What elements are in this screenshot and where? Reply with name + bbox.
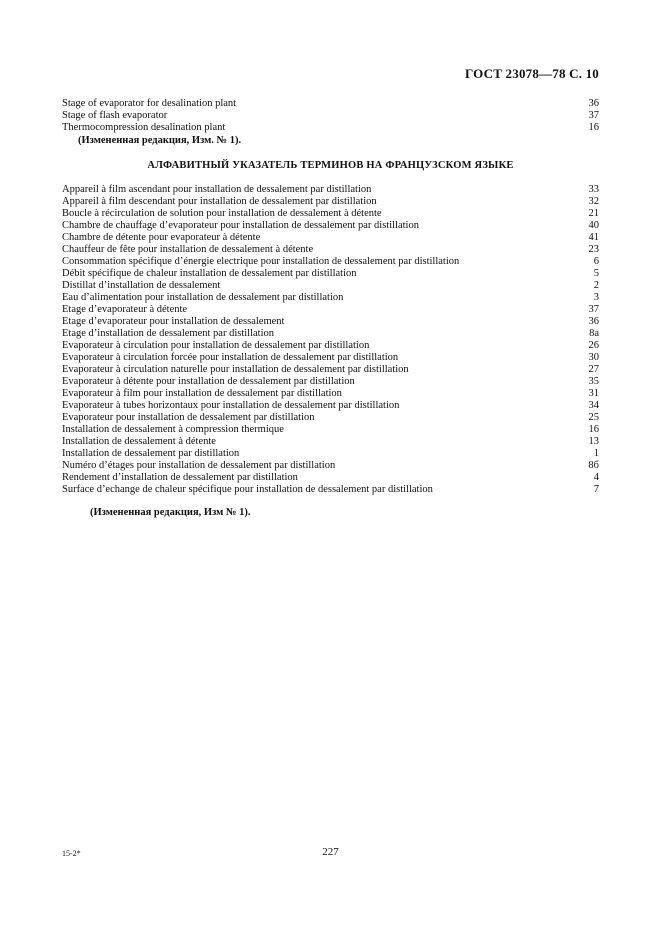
index-number: 8б <box>588 460 599 471</box>
index-number: 13 <box>588 436 599 447</box>
print-signature: 15-2* <box>62 849 81 858</box>
english-index-tail <box>62 98 599 134</box>
index-term: Etage d’evaporateur pour installation de dessalement <box>62 316 285 327</box>
index-row <box>62 196 599 208</box>
index-number: 35 <box>588 376 599 387</box>
index-number: 7 <box>593 484 599 495</box>
index-row <box>62 400 599 412</box>
index-term: Evaporateur pour installation de dessalement par distillation <box>62 412 315 423</box>
index-term: Stage of flash evaporator <box>62 110 168 121</box>
index-row <box>62 352 599 364</box>
index-row <box>62 448 599 460</box>
index-term: Installation de dessalement à compression thermique <box>62 424 284 435</box>
index-term: Evaporateur à détente pour installation de dessalement par distillation <box>62 376 355 387</box>
index-row <box>62 376 599 388</box>
index-number: 5 <box>593 268 599 279</box>
index-row <box>62 292 599 304</box>
index-number: 37 <box>588 110 599 121</box>
index-row <box>62 98 599 110</box>
index-term: Etage d’installation de dessalement par distillation <box>62 328 274 339</box>
index-row <box>62 472 599 484</box>
index-term: Rendement d’installation de dessalement par distillation <box>62 472 298 483</box>
index-number: 41 <box>588 232 599 243</box>
index-row <box>62 460 599 472</box>
index-row <box>62 184 599 196</box>
index-row <box>62 220 599 232</box>
index-row <box>62 484 599 496</box>
index-row <box>62 328 599 340</box>
index-row <box>62 122 599 134</box>
index-number: 37 <box>588 304 599 315</box>
index-row <box>62 388 599 400</box>
index-term: Chauffeur de fête pour installation de dessalement à détente <box>62 244 314 255</box>
revision-note-top: (Измененная редакция, Изм. № 1). <box>78 135 242 146</box>
index-term: Débit spécifique de chaleur installation de dessalement par distillation <box>62 268 357 279</box>
index-term: Appareil à film ascendant pour installation de dessalement par distillation <box>62 184 372 195</box>
index-row <box>62 208 599 220</box>
index-term: Eau d’alimentation pour installation de dessalement par distillation <box>62 292 344 303</box>
index-term: Surface d’echange de chaleur spécifique pour installation de dessalement par distillation <box>62 484 433 495</box>
index-number: 31 <box>588 388 599 399</box>
index-term: Evaporateur à tubes horizontaux pour installation de dessalement par distillation <box>62 400 400 411</box>
index-number: 36 <box>588 316 599 327</box>
index-term: Etage d’evaporateur à détente <box>62 304 188 315</box>
index-row <box>62 256 599 268</box>
index-number: 30 <box>588 352 599 363</box>
index-row <box>62 268 599 280</box>
index-number: 8a <box>589 328 599 339</box>
index-number: 3 <box>593 292 599 303</box>
index-term: Installation de dessalement à détente <box>62 436 216 447</box>
index-term: Installation de dessalement par distillation <box>62 448 240 459</box>
index-row <box>62 424 599 436</box>
revision-note-bottom: (Измененная редакция, Изм № 1). <box>90 507 251 518</box>
index-number: 16 <box>588 122 599 133</box>
section-title: АЛФАВИТНЫЙ УКАЗАТЕЛЬ ТЕРМИНОВ НА ФРАНЦУЗСКОМ ЯЗЫКЕ <box>147 160 514 171</box>
index-term: Thermocompression desalination plant <box>62 122 226 133</box>
index-term: Evaporateur à circulation naturelle pour installation de dessalement par distillation <box>62 364 409 375</box>
index-number: 23 <box>588 244 599 255</box>
page-number: 227 <box>322 846 339 858</box>
index-row <box>62 280 599 292</box>
index-term: Evaporateur à circulation pour installation de dessalement par distillation <box>62 340 370 351</box>
index-number: 33 <box>588 184 599 195</box>
index-term: Numéro d’étages pour installation de dessalement par distillation <box>62 460 336 471</box>
index-number: 40 <box>588 220 599 231</box>
index-number: 27 <box>588 364 599 375</box>
page-header: ГОСТ 23078—78 С. 10 <box>465 66 599 81</box>
index-row <box>62 412 599 424</box>
index-row <box>62 364 599 376</box>
index-row <box>62 110 599 122</box>
index-term: Boucle à récirculation de solution pour installation de dessalement à détente <box>62 208 382 219</box>
index-number: 32 <box>588 196 599 207</box>
index-row <box>62 304 599 316</box>
index-term: Chambre de détente pour evaporateur à détente <box>62 232 261 243</box>
index-number: 34 <box>588 400 599 411</box>
index-number: 16 <box>588 424 599 435</box>
index-row <box>62 244 599 256</box>
index-number: 1 <box>593 448 599 459</box>
index-term: Stage of evaporator for desalination plant <box>62 98 237 109</box>
index-term: Chambre de chauffage d’evaporateur pour installation de dessalement par distillation <box>62 220 419 231</box>
index-number: 36 <box>588 98 599 109</box>
index-term: Consommation spécifique d’énergie electrique pour installation de dessalement par distillation <box>62 256 460 267</box>
index-number: 25 <box>588 412 599 423</box>
index-term: Evaporateur à film pour installation de dessalement par distillation <box>62 388 342 399</box>
index-number: 26 <box>588 340 599 351</box>
index-row <box>62 232 599 244</box>
french-index <box>62 184 599 496</box>
index-term: Distillat d’installation de dessalement <box>62 280 221 291</box>
index-number: 21 <box>588 208 599 219</box>
index-term: Appareil à film descendant pour installation de dessalement par distillation <box>62 196 377 207</box>
index-term: Evaporateur à circulation forcée pour installation de dessalement par distillation <box>62 352 399 363</box>
index-number: 6 <box>593 256 599 267</box>
index-row <box>62 436 599 448</box>
index-number: 4 <box>593 472 599 483</box>
index-row <box>62 340 599 352</box>
index-number: 2 <box>593 280 599 291</box>
index-row <box>62 316 599 328</box>
